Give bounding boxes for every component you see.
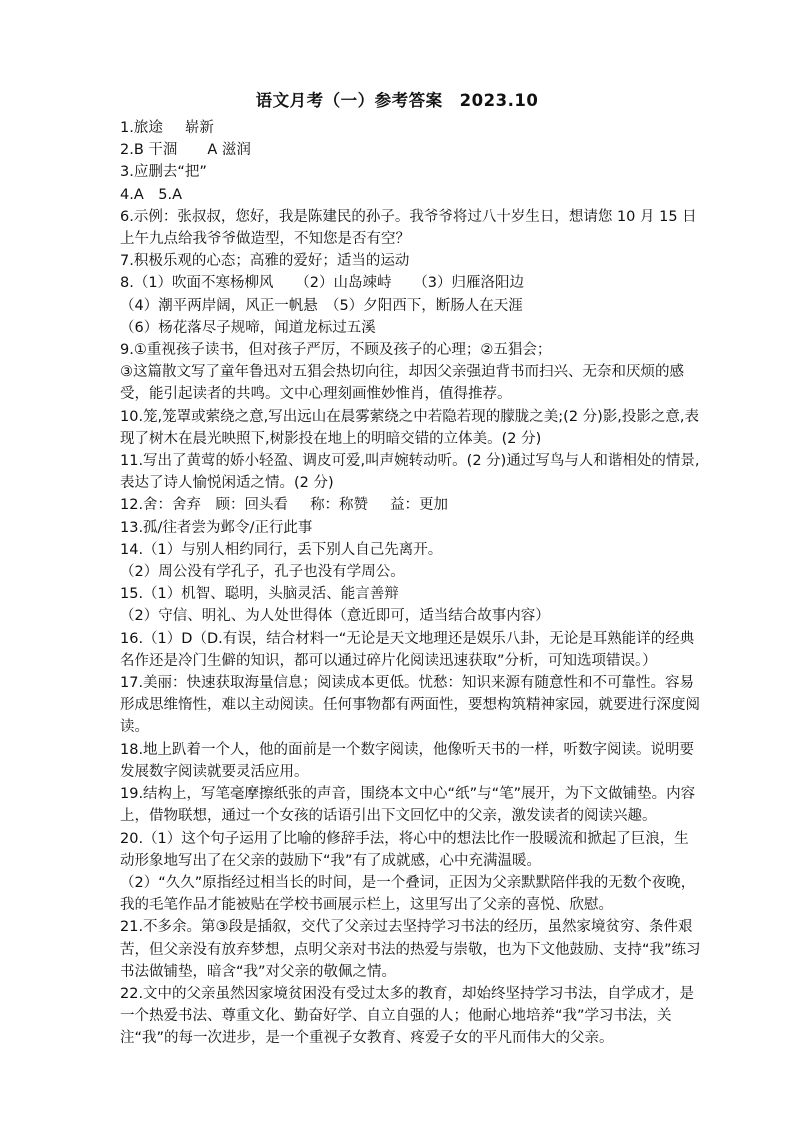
answer-list xyxy=(120,117,702,1050)
answer-12-part-a: 12.舍：舍弃 顾：回头看 xyxy=(120,497,289,514)
answer-20-line-2: （2）“久久”原指经过相当长的时间，是一个叠词，正因为父亲默默陪伴我的无数个夜晚，我的毛笔作品才能被贴在学校书画展示栏上，这里写出了父亲的喜悦、欣慰。 xyxy=(120,874,696,914)
answer-12 xyxy=(120,494,702,516)
page-title: 语文月考（一）参考答案 2023.10 xyxy=(255,91,539,110)
answer-22: 22.文中的父亲虽然因家境贫困没有受过太多的教育，却始终坚持学习书法，自学成才，是一个热爱书法、尊重文化、勤奋好学、自立自强的人；他耐心地培养“我”学习书法，关注“我”的每一次进步，是一个重视子女教育、疼爱子女的平凡而伟大的父亲。 xyxy=(120,985,695,1047)
answer-6: 6.示例：张叔叔，您好，我是陈建民的孙子。我爷爷将过八十岁生日，想请您 10 月 15 日上午九点给我爷爷做造型，不知您是否有空？ xyxy=(120,208,697,248)
answer-9-line-1: 9.①重视孩子读书，但对孩子严厉，不顾及孩子的心理；②五猖会； xyxy=(120,342,552,359)
answer-16: 16.（1）D（D.有误，结合材料一“无论是天文地理还是娱乐八卦，无论是耳熟能详的经典名作还是冷门生僻的知识，都可以通过碎片化阅读迅速获取”分析，可知选项错误。） xyxy=(120,630,695,669)
answer-15-line-1: 15.（1）机智、聪明，头脑灵活、能言善辩 xyxy=(120,586,399,603)
answer-8-line-1: 8.（1）吹面不寒杨柳风 （2）山岛竦峙 （3）归雁洛阳边 xyxy=(120,275,525,292)
answer-1-part-a: 1.旅途 xyxy=(120,120,163,136)
answer-1 xyxy=(120,117,702,139)
answer-8-line-3: （6）杨花落尽子规啼，闻道龙标过五溪 xyxy=(120,319,376,336)
answer-19: 19.结构上，写笔毫摩擦纸张的声音，围绕本文中心“纸”与“笔”展开，为下文做铺垫。内容上，借物联想，通过一个女孩的话语引出下文回忆中的父亲，激发读者的阅读兴趣。 xyxy=(120,786,696,825)
answer-4-5: 4.A 5.A xyxy=(120,186,183,203)
answer-21: 21.不多余。第③段是插叙，交代了父亲过去坚持学习书法的经历，虽然家境贫穷、条件艰苦，但父亲没有放弃梦想，点明父亲对书法的热爱与崇敬，也为下文他鼓励、支持“我”练习书法做铺垫，暗含“我”对父亲的敬佩之情。 xyxy=(120,919,701,980)
answer-20-line-1: 20.（1）这个句子运用了比喻的修辞手法，将心中的想法比作一股暖流和掀起了巨浪，生动形象地写出了在父亲的鼓励下“我”有了成就感，心中充满温暖。 xyxy=(120,830,689,869)
answer-12-part-b: 称：称赞 xyxy=(310,497,369,514)
answer-2-part-a: 2.B 干涸 xyxy=(120,142,178,159)
answer-14-line-1: 14.（1）与别人相约同行，丢下别人自己先离开。 xyxy=(120,541,443,558)
answer-17: 17.美丽：快速获取海量信息；阅读成本更低。忧愁：知识来源有随意性和不可靠性。容易形成思维惰性，难以主动阅读。任何事物都有两面性，要想构筑精神家园，就要进行深度阅读。 xyxy=(120,675,700,736)
answer-13: 13.孤/往者尝为邺令/正行此事 xyxy=(120,519,313,536)
answer-8-line-2: （4）潮平两岸阔，风正一帆悬 （5）夕阳西下，断肠人在天涯 xyxy=(120,297,523,314)
answer-7: 7.积极乐观的心态；高雅的爱好；适当的运动 xyxy=(120,253,410,270)
answer-3: 3.应删去“把” xyxy=(120,164,207,181)
answer-2 xyxy=(120,139,702,161)
answer-14-line-2: （2）周公没有学孔子，孔子也没有学周公。 xyxy=(120,564,405,581)
answer-11: 11.写出了黄莺的娇小轻盈、调皮可爱,叫声婉转动听。(2 分)通过写鸟与人和谐相处的情景,表达了诗人愉悦闲适之情。(2 分) xyxy=(120,453,700,492)
answer-10: 10.笼,笼罩或萦绕之意,写出远山在晨雾萦绕之中若隐若现的朦胧之美;(2 分)影,投影之意,表现了树木在晨光映照下,树影投在地上的明暗交错的立体美。(2 分) xyxy=(120,408,700,447)
answer-2-part-b: A 滋润 xyxy=(207,142,251,159)
answer-15-line-2: （2）守信、明礼、为人处世得体（意近即可，适当结合故事内容） xyxy=(120,608,550,625)
answer-9-line-2: ③这篇散文写了童年鲁迅对五猖会热切向往，却因父亲强迫背书而扫兴、无奈和厌烦的感受，能引起读者的共鸣。文中心理刻画惟妙惟肖，值得推荐。 xyxy=(120,364,684,403)
answer-18: 18.地上趴着一个人，他的面前是一个数字阅读，他像听天书的一样，听数字阅读。说明要发展数字阅读就要灵活应用。 xyxy=(120,741,695,780)
answer-1-part-b: 崭新 xyxy=(184,120,214,136)
answer-12-part-c: 益：更加 xyxy=(390,497,449,514)
